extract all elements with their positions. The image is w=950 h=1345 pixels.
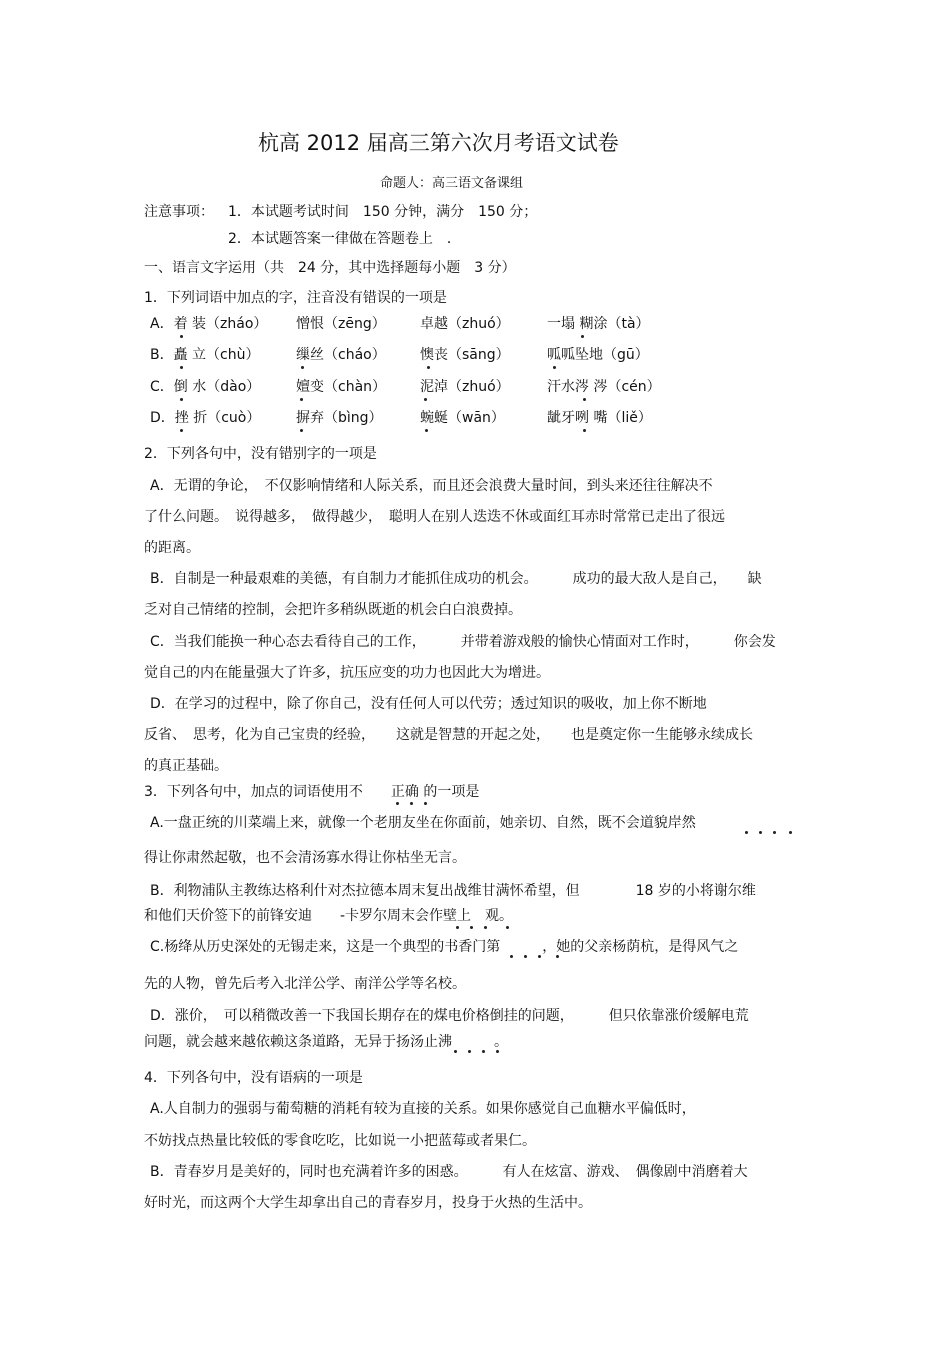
q1-b-3: 懊丧（sāng） — [420, 347, 510, 363]
q1-a-4: 一塌 糊涂（tà） — [547, 316, 650, 332]
q1-c-3: 泥淖（zhuó） — [420, 379, 510, 395]
q1-a-2: 憎恨（zēng） — [296, 316, 386, 332]
q2-b-line-1: B．自制是一种最艰难的美德，有自制力才能抓住成功的机会。 成功的最大敌人是自己， 缺 — [150, 571, 762, 587]
q4-a-line-2: 不妨找点热量比较低的零食吃吃，比如说一小把蓝莓或者果仁。 — [144, 1133, 536, 1149]
q1-c-1: C．倒 水（dào） — [150, 379, 261, 395]
q3-d-line-2: 问题，就会越来越依赖这条道路，无异于扬汤止沸 。 — [144, 1034, 508, 1050]
q2-a-line-1: A．无谓的争论， 不仅影响情绪和人际关系，而且还会浪费大量时间，到头来还往往解决不 — [150, 478, 713, 494]
q2-b-line-2: 乏对自己情绪的控制，会把许多稍纵既逝的机会白白浪费掉。 — [144, 602, 522, 618]
q4-b-line-2: 好时光，而这两个大学生却拿出自己的青春岁月，投身于火热的生活中。 — [144, 1195, 592, 1211]
q1-c-4: 汗水涔 涔（cén） — [547, 379, 661, 395]
q1-a-3: 卓越（zhuó） — [420, 316, 510, 332]
q2-d-line-1: D．在学习的过程中，除了你自己，没有任何人可以代劳；透过知识的吸收，加上你不断地 — [150, 696, 707, 712]
question-3-stem: 3．下列各句中，加点的词语使用不 正确 的一项是 — [144, 784, 480, 800]
q1-d-3: 蜿蜒（wān） — [420, 410, 505, 426]
q2-d-line-3: 的真正基础。 — [144, 758, 228, 774]
q3-b-line-2: 和他们天价签下的前锋安迪 -卡罗尔周末会作壁上 观。 — [144, 908, 514, 924]
q1-d-1: D．挫 折（cuò） — [150, 410, 261, 426]
q2-c-line-1: C．当我们能换一种心态去看待自己的工作， 并带着游戏般的愉快心情面对工作时， 你会发 — [150, 634, 776, 650]
question-1-stem: 1．下列词语中加点的字，注音没有错误的一项是 — [144, 290, 447, 306]
q2-c-line-2: 觉自己的内在能量强大了许多，抗压应变的功力也因此大为增进。 — [144, 665, 550, 681]
q1-a-1: A．着 装（zháo） — [150, 316, 268, 332]
q3-c-line-1: C.杨绛从历史深处的无锡走来，这是一个典型的书香门第 ，她的父亲杨荫杭，是得风气之 — [150, 939, 739, 955]
notes-label: 注意事项： — [144, 204, 214, 220]
q1-d-2: 摒弃（bìng） — [296, 410, 383, 426]
q2-a-line-3: 的距离。 — [144, 540, 200, 556]
q3-b-line-1: B．利物浦队主教练达格利什对杰拉德本周末复出战维甘满怀希望，但 18 岁的小将谢尔维 — [150, 883, 756, 899]
q1-c-2: 嬗变（chàn） — [296, 379, 387, 395]
question-4-stem: 4．下列各句中，没有语病的一项是 — [144, 1070, 363, 1086]
q3-d-line-1: D．涨价， 可以稍微改善一下我国长期存在的煤电价格倒挂的问题， 但只依靠涨价缓解电荒 — [150, 1008, 749, 1024]
q3-a-line-2: 得让你肃然起敬，也不会清汤寡水得让你枯坐无言。 — [144, 850, 466, 866]
q4-a-line-1: A.人自制力的强弱与葡萄糖的消耗有较为直接的关系。如果你感觉自己血糖水平偏低时， — [150, 1101, 696, 1117]
q2-a-line-2: 了什么问题。 说得越多， 做得越少， 聪明人在别人迭迭不休或面红耳赤时常常已走出了很远 — [144, 509, 725, 525]
question-2-stem: 2．下列各句中，没有错别字的一项是 — [144, 446, 377, 462]
q3-c-line-2: 先的人物，曾先后考入北洋公学、南洋公学等名校。 — [144, 976, 466, 992]
q2-d-line-2: 反省、 思考，化为自己宝贵的经验， 这就是智慧的开起之处， 也是奠定你一生能够永续成长 — [144, 727, 753, 743]
note-1: 1．本试题考试时间 150 分钟，满分 150 分； — [228, 204, 538, 220]
exam-title: 杭高 2012 届高三第六次月考语文试卷 — [258, 131, 619, 155]
note-2: 2．本试题答案一律做在答题卷上 ． — [228, 231, 461, 247]
q1-d-4: 龇牙咧 嘴（liě） — [547, 410, 652, 426]
q1-b-1: B．矗 立（chù） — [150, 347, 260, 363]
q1-b-2: 缫丝（cháo） — [296, 347, 386, 363]
q1-b-4: 呱呱坠地（gū） — [547, 347, 649, 363]
q4-b-line-1: B．青春岁月是美好的，同时也充满着许多的困惑。 有人在炫富、游戏、 偶像剧中消磨着大 — [150, 1164, 748, 1180]
q3-a-line-1: A.一盘正统的川菜端上来，就像一个老朋友坐在你面前，她亲切、自然，既不会道貌岸然 — [150, 815, 696, 831]
exam-author: 命题人：高三语文备课组 — [380, 176, 524, 191]
section-heading: 一、语言文字运用（共 24 分，其中选择题每小题 3 分） — [144, 260, 516, 276]
